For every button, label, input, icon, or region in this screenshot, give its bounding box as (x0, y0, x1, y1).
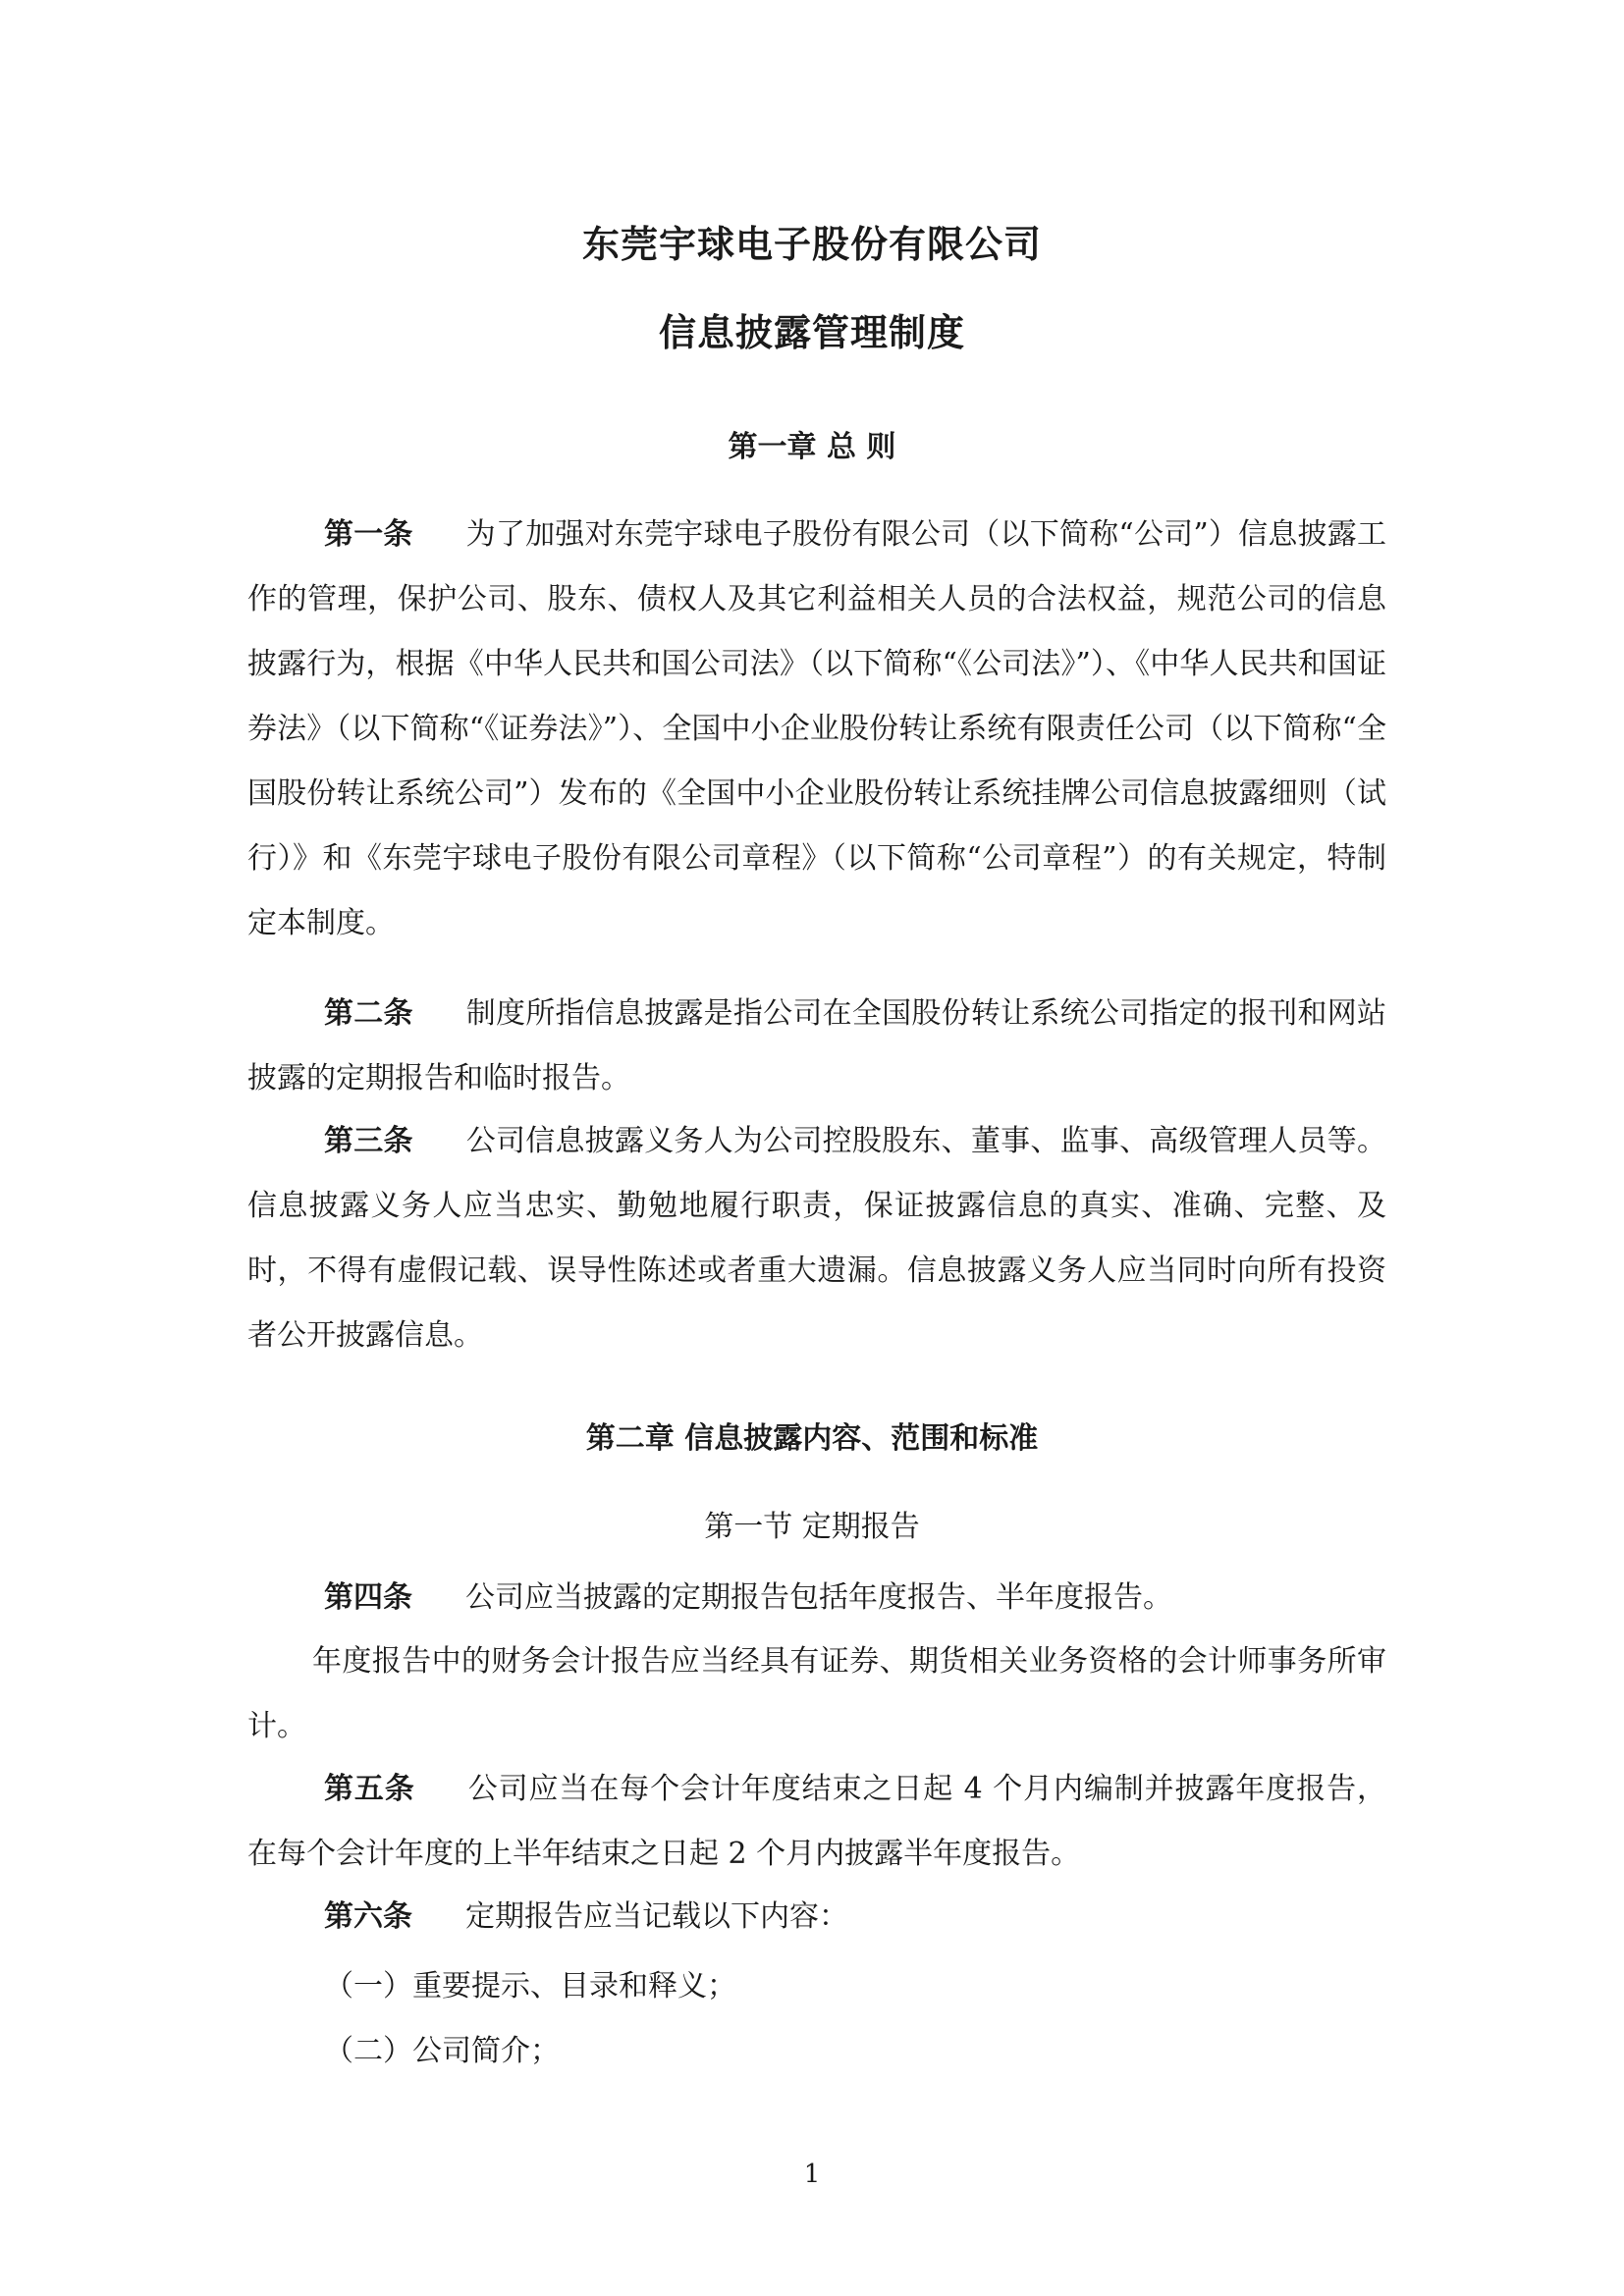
article-6-text: 定期报告应当记载以下内容： (465, 1899, 848, 1934)
article-1-label: 第一条 (324, 517, 413, 552)
chapter-heading-2: 第二章 信息披露内容、范围和标准 (585, 1421, 1039, 1456)
article-4-text: 公司应当披露的定期报告包括年度报告、半年度报告。 (465, 1580, 1172, 1615)
article-4-label: 第四条 (324, 1580, 412, 1615)
article-3-label: 第三条 (324, 1124, 413, 1158)
chapter-heading-1: 第一章 总 则 (728, 430, 896, 464)
article-2-label: 第二条 (324, 996, 413, 1031)
article-2 (247, 982, 1386, 1111)
article-1-text: 为了加强对东莞宇球电子股份有限公司（以下简称“公司”）信息披露工作的管理，保护公司、股东、债权人及其它利益相关人员的合法权益，规范公司的信息披露行为，根据《中华人民共和国公司法》（以下简称“《公司法》”）、《中华人民共和国证券法》（以下简称“《证券法》”）、全国中小企业股份转让系统有限责任公司（以下简称“全国股份转让系统公司”）发布的《全国中小企业股份转让系统挂牌公司信息披露细则（试行）》和《东莞宇球电子股份有限公司章程》（以下简称“公司章程”）的有关规定，特制定本制度。 (247, 517, 1386, 940)
list-item-2: （二）公司简介； (324, 2034, 560, 2068)
article-5 (247, 1757, 1386, 1887)
article-5-label: 第五条 (324, 1772, 415, 1806)
document-title-policy: 信息披露管理制度 (658, 311, 965, 354)
article-6 (247, 1885, 1386, 1949)
article-4-paragraph-2: 年度报告中的财务会计报告应当经具有证券、期货相关业务资格的会计师事务所审计。 (247, 1644, 1386, 1743)
list-item-1: （一）重要提示、目录和释义； (324, 1969, 736, 2003)
document-title-company: 东莞宇球电子股份有限公司 (581, 223, 1042, 266)
article-3-text: 公司信息披露义务人为公司控股股东、董事、监事、高级管理人员等。信息披露义务人应当忠实、勤勉地履行职责，保证披露信息的真实、准确、完整、及时，不得有虚假记载、误导性陈述或者重大遗漏。信息披露义务人应当同时向所有投资者公开披露信息。 (247, 1124, 1387, 1353)
article-3 (247, 1109, 1386, 1368)
article-4 (247, 1566, 1386, 1630)
article-2-text: 制度所指信息披露是指公司在全国股份转让系统公司指定的报刊和网站披露的定期报告和临时报告。 (247, 996, 1387, 1095)
page-number: 1 (803, 2160, 821, 2189)
article-6-label: 第六条 (324, 1899, 412, 1934)
section-heading-1: 第一节 定期报告 (704, 1510, 920, 1544)
article-5-text: 公司应当在每个会计年度结束之日起 4 个月内编制并披露年度报告，在每个会计年度的上半年结束之日起 2 个月内披露半年度报告。 (247, 1772, 1386, 1871)
article-1 (247, 503, 1386, 956)
